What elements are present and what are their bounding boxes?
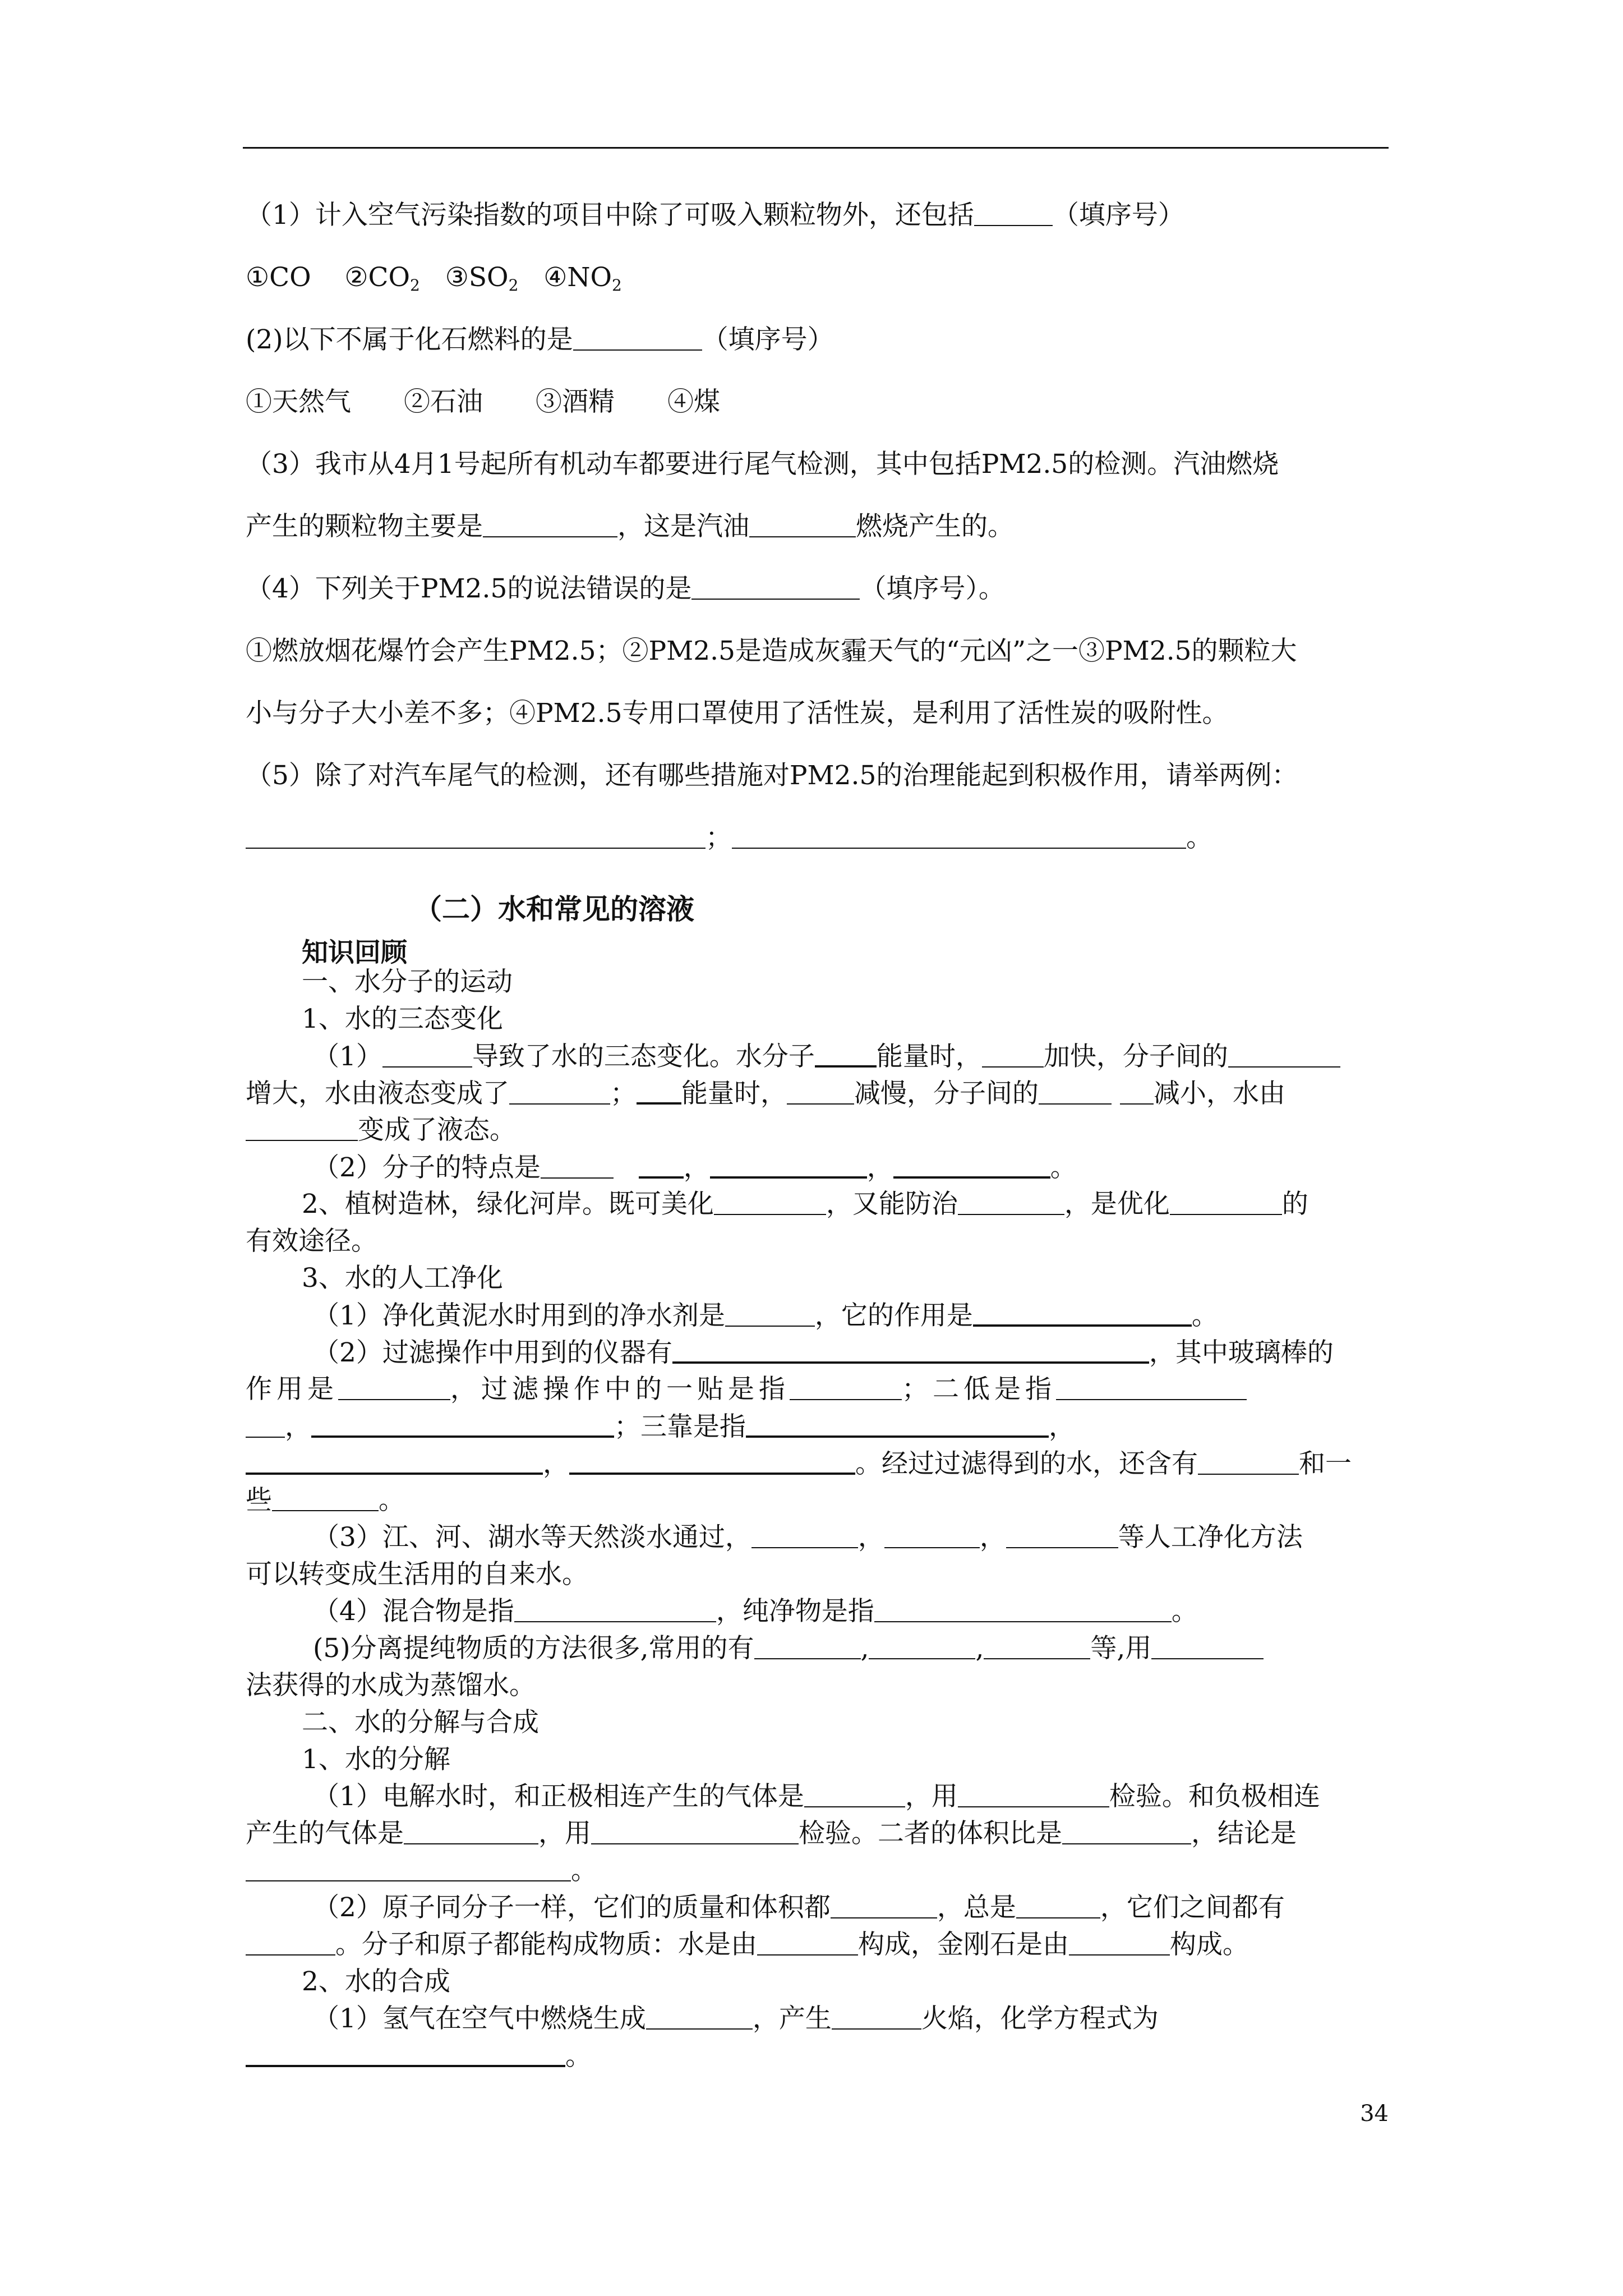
fill-line xyxy=(246,1043,1390,1080)
text: ，其中玻璃棒的 xyxy=(1149,1337,1334,1368)
answer-blank[interactable] xyxy=(1056,1377,1247,1400)
question-5: （5）除了对汽车尾气的检测，还有哪些措施对PM2.5的治理能起到积极作用，请举两例： xyxy=(246,760,1298,791)
answer-blank[interactable] xyxy=(246,1414,285,1438)
subscript: 2 xyxy=(410,276,420,295)
fill-line xyxy=(246,1376,1390,1413)
text: （3）江、河、湖水等天然淡水通过， xyxy=(313,1522,751,1553)
fill-line xyxy=(246,1820,1390,1857)
text: 加快，分子间的 xyxy=(1043,1041,1228,1072)
text: （4）混合物是指 xyxy=(313,1596,514,1627)
subheading: 1、水的分解 xyxy=(302,1744,450,1775)
answer-blank[interactable] xyxy=(1062,1821,1191,1844)
text: 火焰，化学方程式为 xyxy=(921,2003,1159,2034)
answer-blank[interactable] xyxy=(732,825,1186,849)
fill-line: 可以转变成生活用的自来水。 xyxy=(246,1559,588,1590)
question-4-text: （4）下列关于PM2.5的说法错误的是 xyxy=(246,573,692,604)
text: 能量时， xyxy=(681,1078,787,1109)
page-number: 34 xyxy=(1360,2101,1389,2127)
text: ；二低是指 xyxy=(902,1374,1056,1405)
answer-blank[interactable] xyxy=(1006,1525,1118,1548)
answer-blank[interactable] xyxy=(714,1191,826,1215)
answer-blank[interactable] xyxy=(338,1377,450,1400)
answer-blank[interactable] xyxy=(246,1858,571,1881)
answer-blank[interactable] xyxy=(272,1488,379,1511)
fill-line xyxy=(246,1154,1390,1191)
answer-blank[interactable] xyxy=(749,514,856,537)
answer-blank[interactable] xyxy=(958,1784,1109,1807)
fill-line xyxy=(246,1413,1390,1450)
text: 减慢，分子间的 xyxy=(854,1078,1039,1109)
text: 。 xyxy=(1191,1300,1218,1331)
fill-line xyxy=(246,1524,1390,1561)
section-title: （二）水和常见的溶液 xyxy=(414,893,694,926)
question-2-text: (2)以下不属于化石燃料的是 xyxy=(246,324,573,355)
option-co: ①CO xyxy=(246,262,311,293)
text: 导致了水的三态变化。水分子 xyxy=(472,1041,815,1072)
text: （1）电解水时，和正极相连产生的气体是 xyxy=(313,1781,804,1812)
answer-blank[interactable] xyxy=(1228,1044,1340,1068)
text: 和一 xyxy=(1299,1448,1352,1479)
fill-line xyxy=(246,1191,1390,1228)
text: 。 xyxy=(1171,1596,1198,1627)
text: 。分子和原子都能构成物质：水是由 xyxy=(335,1929,757,1960)
text: 减小，水由 xyxy=(1153,1078,1285,1109)
answer-blank[interactable] xyxy=(831,1895,937,1918)
text: ，用 xyxy=(538,1818,591,1849)
answer-blank[interactable] xyxy=(973,1302,1192,1327)
text: ，又能防治 xyxy=(826,1189,958,1220)
answer-blank[interactable] xyxy=(984,1636,1090,1659)
question-2-tail: （填序号） xyxy=(702,324,834,355)
answer-blank[interactable] xyxy=(509,1081,610,1105)
question-2-options: ①天然气 ②石油 ③酒精 ④煤 xyxy=(246,386,720,417)
answer-blank[interactable] xyxy=(246,1932,335,1955)
text: 。经过过滤得到的水，还含有 xyxy=(855,1448,1198,1479)
fill-line xyxy=(246,1894,1390,1931)
text: 检验。二者的体积比是 xyxy=(799,1818,1062,1849)
text: (5)分离提纯物质的方法很多,常用的有 xyxy=(313,1633,754,1664)
text: 的 xyxy=(1281,1189,1308,1220)
subscript: 2 xyxy=(612,276,622,295)
subheading: 1、水的三态变化 xyxy=(302,1004,503,1034)
option-no2: ④NO xyxy=(543,262,612,293)
fill-line xyxy=(246,1450,1390,1487)
text: ， xyxy=(543,1448,569,1479)
text: 些 xyxy=(246,1485,272,1516)
answer-blank[interactable] xyxy=(246,1450,543,1475)
question-3-text: 燃烧产生的。 xyxy=(856,511,1014,542)
heading: 二、水的分解与合成 xyxy=(302,1707,539,1738)
answer-blank[interactable] xyxy=(541,1155,614,1179)
fill-line xyxy=(246,1931,1390,1968)
text: （2）原子同分子一样，它们的质量和体积都 xyxy=(313,1892,831,1923)
text: ， xyxy=(683,1152,710,1183)
answer-blank[interactable] xyxy=(958,1191,1064,1215)
answer-blank[interactable] xyxy=(874,1599,1172,1622)
fill-line xyxy=(246,2005,1390,2042)
subheading: 3、水的人工净化 xyxy=(302,1263,503,1294)
text: ，它的作用是 xyxy=(814,1300,973,1331)
text: 能量时， xyxy=(876,1041,982,1072)
text: 构成，金刚石是由 xyxy=(858,1929,1069,1960)
text: ，总是 xyxy=(937,1892,1016,1923)
answer-blank[interactable] xyxy=(1170,1191,1282,1215)
text: ， xyxy=(866,1152,893,1183)
option-so2: ③SO xyxy=(445,262,509,293)
answer-blank[interactable] xyxy=(815,1043,877,1068)
answer-blank[interactable] xyxy=(404,1821,538,1844)
fill-line xyxy=(246,1117,1390,1154)
answer-blank[interactable] xyxy=(832,2006,921,2030)
answer-blank[interactable] xyxy=(246,825,706,849)
answer-blank[interactable] xyxy=(757,1932,858,1955)
text: ，纯净物是指 xyxy=(716,1596,874,1627)
answer-blank[interactable] xyxy=(514,1599,716,1622)
fill-line xyxy=(246,1487,1390,1524)
question-3: （3）我市从4月1号起所有机动车都要进行尾气检测，其中包括PM2.5的检测。汽油燃烧 xyxy=(246,449,1279,480)
question-1-tail: （填序号） xyxy=(1052,200,1184,231)
answer-blank[interactable] xyxy=(754,1636,861,1659)
text: ， xyxy=(979,1522,1006,1553)
subscript: 2 xyxy=(508,276,519,295)
fill-line xyxy=(246,1783,1390,1820)
question-2 xyxy=(246,326,1390,389)
question-1-options xyxy=(246,264,1390,326)
knowledge-review xyxy=(246,969,1390,2079)
fill-line xyxy=(246,1857,1390,1894)
text: 增大，水由液态变成了 xyxy=(246,1078,509,1109)
question-5-answers xyxy=(246,822,1390,887)
answer-blank[interactable] xyxy=(1069,1932,1170,1955)
answer-blank[interactable] xyxy=(1039,1081,1112,1105)
fill-line xyxy=(246,1080,1390,1117)
text: ，产生 xyxy=(752,2003,832,2034)
question-section-air xyxy=(246,202,1390,887)
text: （1） xyxy=(313,1041,382,1072)
fill-line xyxy=(246,1635,1390,1672)
answer-blank[interactable] xyxy=(573,327,702,351)
question-3-continued xyxy=(246,513,1390,576)
question-1-text: （1）计入空气污染指数的项目中除了可吸入颗粒物外，还包括 xyxy=(246,200,974,231)
answer-blank[interactable] xyxy=(591,1821,799,1844)
question-4 xyxy=(246,573,1390,638)
answer-blank[interactable] xyxy=(804,1784,905,1807)
section-subtitle: 知识回顾 xyxy=(302,937,407,968)
answer-blank[interactable] xyxy=(1016,1895,1100,1918)
text: 作用是 xyxy=(246,1374,338,1405)
answer-blank[interactable] xyxy=(569,1450,855,1475)
text: , xyxy=(860,1633,869,1664)
answer-blank[interactable] xyxy=(710,1154,867,1179)
answer-blank[interactable] xyxy=(751,1525,858,1548)
text: （2）过滤操作中用到的仪器有 xyxy=(313,1337,672,1368)
period: 。 xyxy=(1186,822,1212,853)
question-3-text: ，这是汽油 xyxy=(617,511,749,542)
fill-line: 有效途径。 xyxy=(246,1226,377,1257)
answer-blank[interactable] xyxy=(637,1080,681,1105)
text: 等人工净化方法 xyxy=(1118,1522,1303,1553)
fill-line xyxy=(246,1339,1390,1376)
fill-line xyxy=(246,1598,1390,1635)
answer-blank[interactable] xyxy=(311,1413,614,1438)
option-co2: ②CO xyxy=(344,262,411,293)
text: ，用 xyxy=(905,1781,958,1812)
question-1 xyxy=(246,202,1390,264)
text: ； xyxy=(610,1078,637,1109)
answer-blank[interactable] xyxy=(1120,1081,1154,1105)
text: 。 xyxy=(571,1855,597,1886)
text: 2、植树造林，绿化河岸。既可美化 xyxy=(302,1189,714,1220)
answer-blank[interactable] xyxy=(483,514,617,537)
text: （1）氢气在空气中燃烧生成 xyxy=(313,2003,646,2034)
text: 。 xyxy=(565,2041,592,2072)
answer-blank[interactable] xyxy=(646,2006,753,2030)
answer-blank[interactable] xyxy=(893,1154,1050,1179)
fill-line: 法获得的水成为蒸馏水。 xyxy=(246,1670,536,1701)
text: ， xyxy=(857,1522,884,1553)
answer-blank[interactable] xyxy=(672,1339,1149,1364)
text: ，是优化 xyxy=(1064,1189,1170,1220)
text: 。 xyxy=(379,1485,405,1516)
text: ；三靠是指 xyxy=(614,1411,746,1442)
text: 变成了液态。 xyxy=(358,1115,516,1145)
answer-blank[interactable] xyxy=(725,1303,815,1327)
text: 。 xyxy=(1050,1152,1077,1183)
question-3-text: 产生的颗粒物主要是 xyxy=(246,511,483,542)
text: ，它们之间都有 xyxy=(1100,1892,1285,1923)
answer-blank[interactable] xyxy=(787,1081,854,1105)
separator: ； xyxy=(706,822,732,853)
fill-line xyxy=(246,1302,1390,1339)
answer-blank[interactable] xyxy=(884,1525,980,1548)
document-body xyxy=(246,202,1390,2079)
answer-blank[interactable] xyxy=(246,2042,565,2067)
answer-blank[interactable] xyxy=(1151,1636,1264,1659)
text: 等,用 xyxy=(1090,1633,1152,1664)
text: （1）净化黄泥水时用到的净水剂是 xyxy=(313,1300,725,1331)
text: ，结论是 xyxy=(1191,1818,1297,1849)
answer-blank[interactable] xyxy=(1198,1451,1299,1475)
answer-blank[interactable] xyxy=(974,203,1053,226)
text: 产生的气体是 xyxy=(246,1818,404,1849)
answer-blank[interactable] xyxy=(790,1377,902,1400)
answer-blank[interactable] xyxy=(382,1044,472,1068)
answer-blank[interactable] xyxy=(639,1154,684,1179)
header-rule xyxy=(243,147,1389,149)
subheading: 2、水的合成 xyxy=(302,1966,450,1997)
text: ， xyxy=(1049,1411,1075,1442)
answer-blank[interactable] xyxy=(246,1117,358,1141)
question-4-statements: ①燃放烟花爆竹会产生PM2.5；②PM2.5是造成灰霾天气的“元凶”之一③PM2.5的颗粒大 xyxy=(246,636,1297,666)
answer-blank[interactable] xyxy=(691,576,860,600)
text: , xyxy=(975,1633,984,1664)
text: ， xyxy=(285,1411,311,1442)
text: 检验。和负极相连 xyxy=(1109,1781,1320,1812)
answer-blank[interactable] xyxy=(982,1044,1044,1068)
text: 构成。 xyxy=(1170,1929,1249,1960)
answer-blank[interactable] xyxy=(869,1636,975,1659)
question-4-tail: （填序号）。 xyxy=(860,573,1005,604)
question-4-statements: 小与分子大小差不多；④PM2.5专用口罩使用了活性炭，是利用了活性炭的吸附性。 xyxy=(246,698,1229,729)
text: ，过滤操作中的一贴是指 xyxy=(450,1374,790,1405)
text: （2）分子的特点是 xyxy=(313,1152,541,1183)
answer-blank[interactable] xyxy=(746,1413,1049,1438)
heading: 一、水分子的运动 xyxy=(302,967,513,997)
fill-line xyxy=(246,2042,1390,2079)
